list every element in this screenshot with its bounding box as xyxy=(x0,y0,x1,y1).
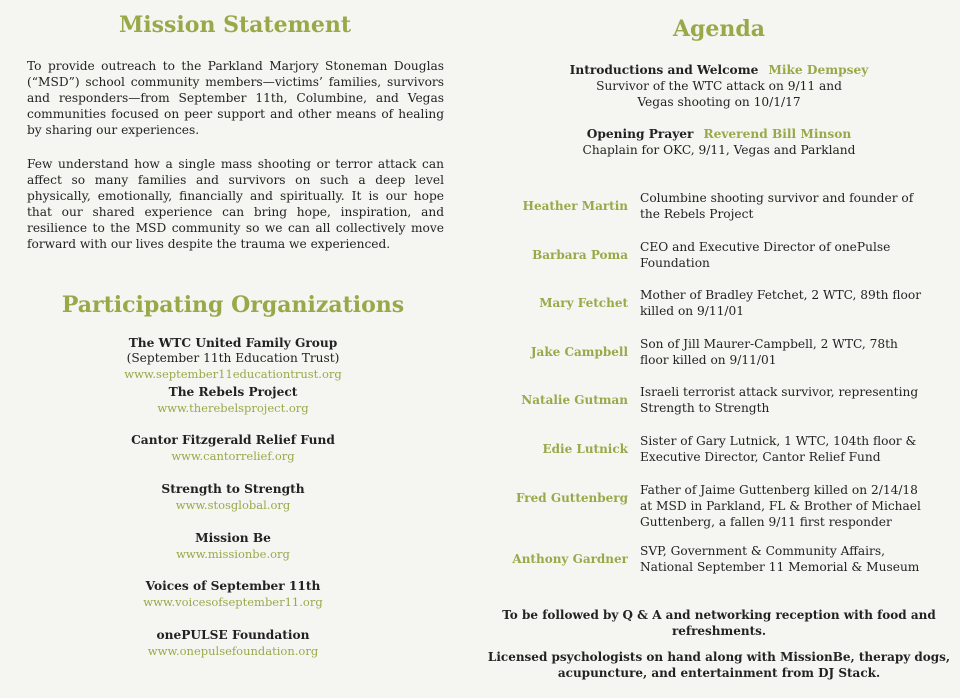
org-url: www.cantorrelief.org xyxy=(171,449,295,464)
org-name: The WTC United Family Group xyxy=(128,336,338,350)
organization-item xyxy=(0,433,466,482)
speaker-row xyxy=(480,190,960,239)
speaker-row xyxy=(480,239,960,288)
speaker-row xyxy=(480,482,960,543)
mission-title: Mission Statement xyxy=(118,12,352,38)
mission-paragraph-2: Few understand how a single mass shooting or terror attack can affect so many families and survivors on such a deep level physically, emotionally, financially and spiritually. It is our hope that our shared experience can bring hope, inspiration, and resilience to the MSD community so we can all collectively move forward with our lives despite the trauma we experienced. xyxy=(27,157,444,251)
speaker-row xyxy=(480,287,960,336)
intro-speaker-name: Mike Dempsey xyxy=(768,63,869,77)
intro-label: Introductions and Welcome xyxy=(569,63,759,77)
intro-desc-line: Survivor of the WTC attack on 9/11 and xyxy=(596,79,842,93)
speaker-description: SVP, Government & Community Affairs, National September 11 Memorial & Museum xyxy=(640,543,920,574)
organization-item xyxy=(0,628,466,677)
org-name: onePULSE Foundation xyxy=(156,628,310,643)
organizations-title: Participating Organizations xyxy=(61,292,405,318)
org-url: www.onepulsefoundation.org xyxy=(147,644,319,659)
org-url: www.missionbe.org xyxy=(176,546,290,561)
org-name: The Rebels Project xyxy=(168,384,298,399)
organization-item xyxy=(0,531,466,580)
org-url: www.september11educationtrust.org xyxy=(124,367,342,381)
prayer-label: Opening Prayer xyxy=(586,127,694,141)
org-name: Strength to Strength xyxy=(161,482,305,497)
speakers-list xyxy=(480,190,960,591)
speaker-name: Anthony Gardner xyxy=(512,551,628,566)
organization-item xyxy=(0,482,466,531)
organization-item xyxy=(0,579,466,628)
org-url: www.voicesofseptember11.org xyxy=(143,595,323,610)
speaker-description: Father of Jaime Guttenberg killed on 2/14/18 at MSD in Parkland, FL & Brother of Michael Guttenberg, a fallen 9/11 first responder xyxy=(640,482,921,529)
org-subtitle: (September 11th Education Trust) xyxy=(126,351,340,365)
speaker-name: Fred Guttenberg xyxy=(516,490,628,505)
organization-item xyxy=(0,385,466,434)
speaker-row xyxy=(480,384,960,433)
org-url: www.therebelsproject.org xyxy=(157,400,309,415)
org-url: www.stosglobal.org xyxy=(175,498,291,513)
speaker-row xyxy=(480,543,960,592)
agenda-introductions xyxy=(480,62,958,110)
speaker-name: Barbara Poma xyxy=(532,247,628,262)
org-name: Voices of September 11th xyxy=(145,579,321,594)
speaker-description: Mother of Bradley Fetchet, 2 WTC, 89th floor killed on 9/11/01 xyxy=(640,288,922,319)
prayer-desc-line: Chaplain for OKC, 9/11, Vegas and Parkland xyxy=(582,143,856,157)
speaker-description: Sister of Gary Lutnick, 1 WTC, 104th floor & Executive Director, Cantor Relief Fund xyxy=(640,433,917,464)
org-name: Cantor Fitzgerald Relief Fund xyxy=(131,433,335,448)
speaker-description: Son of Jill Maurer-Campbell, 2 WTC, 78th floor killed on 9/11/01 xyxy=(640,336,898,367)
speaker-name: Natalie Gutman xyxy=(521,393,628,408)
speaker-name: Edie Lutnick xyxy=(542,441,628,456)
agenda-title: Agenda xyxy=(672,16,766,42)
speaker-row xyxy=(480,336,960,385)
intro-desc-line: Vegas shooting on 10/1/17 xyxy=(637,95,801,109)
speaker-description: CEO and Executive Director of onePulse Foundation xyxy=(640,239,891,270)
speaker-name: Heather Martin xyxy=(522,199,628,213)
agenda-opening-prayer xyxy=(480,126,958,158)
org-name: Mission Be xyxy=(195,530,271,545)
speaker-description: Columbine shooting survivor and founder of the Rebels Project xyxy=(640,191,914,221)
speaker-description: Israeli terrorist attack survivor, representing Strength to Strength xyxy=(640,385,919,416)
agenda-footer-psychologists: Licensed psychologists on hand along with MissionBe, therapy dogs, acupuncture, and entertainment from DJ Stack. xyxy=(487,650,951,680)
organization-item xyxy=(0,336,466,385)
speaker-name: Jake Campbell xyxy=(530,344,628,359)
mission-paragraph-1: To provide outreach to the Parkland Marjory Stoneman Douglas (“MSD”) school community members—victims’ families, survivors and responders—from September 11th, Columbine, and Vegas communities focused on peer support and other means of healing by sharing our experiences. xyxy=(27,59,444,137)
agenda-footer-reception: To be followed by Q & A and networking reception with food and refreshments. xyxy=(502,608,936,638)
speaker-name: Mary Fetchet xyxy=(539,296,628,311)
prayer-speaker-name: Reverend Bill Minson xyxy=(703,127,852,141)
organizations-list xyxy=(0,336,466,677)
speaker-row xyxy=(480,433,960,482)
